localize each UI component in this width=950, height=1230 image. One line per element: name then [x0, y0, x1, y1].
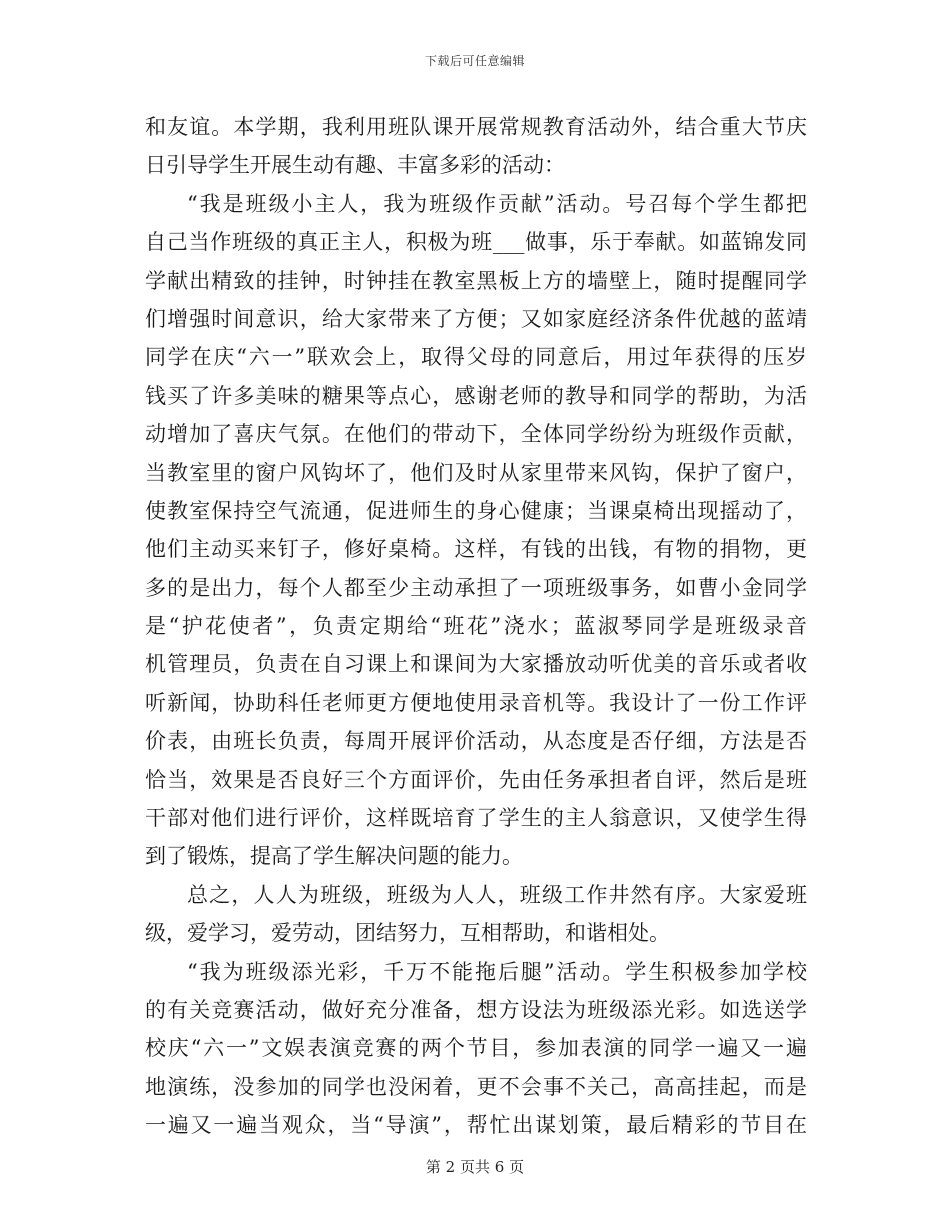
text-line: 和友谊。本学期，我利用班队课开展常规教育活动外，结合重大节庆 — [145, 115, 807, 139]
text-line: 总之，人人为班级，班级为人人，班级工作井然有序。大家爱班 — [187, 882, 807, 907]
text-line: 到了锻炼，提高了学生解决问题的能力。 — [145, 844, 523, 869]
text-line: 听新闻，协助科任老师更方便地使用录音机等。我设计了一份工作评 — [145, 690, 807, 715]
text-line: 级，爱学习，爱劳动，团结努力，互相帮助，和谐相处。 — [145, 921, 670, 946]
text-line: 价表，由班长负责，每周开展评价活动，从态度是否仔细，方法是否 — [145, 729, 807, 754]
text-line: 钱买了许多美味的糖果等点心，感谢老师的教导和同学的帮助，为活 — [145, 383, 807, 408]
text-line: 动增加了喜庆气氛。在他们的带动下，全体同学纷纷为班级作贡献， — [145, 422, 807, 447]
page-number: 第 2 页共 6 页 — [425, 1158, 525, 1176]
text-line: “我是班级小主人，我为班级作贡献”活动。号召每个学生都把 — [187, 191, 807, 216]
text-line: “我为班级添光彩，千万不能拖后腿”活动。学生积极参加学校 — [187, 959, 807, 984]
page-header: 下载后可任意编辑 — [424, 54, 525, 68]
text-line: 同学在庆“六一”联欢会上，取得父母的同意后，用过年获得的压岁 — [145, 345, 807, 370]
text-line: 一遍又一遍当观众，当“导演”，帮忙出谋划策，最后精彩的节目在 — [145, 1113, 807, 1138]
text-line: 校庆“六一”文娱表演竞赛的两个节目，参加表演的同学一遍又一遍 — [145, 1036, 807, 1061]
text-line: 恰当，效果是否良好三个方面评价，先由任务承担者自评，然后是班 — [145, 767, 807, 792]
text-line: 多的是出力，每个人都至少主动承担了一项班级事务，如曹小金同学 — [145, 575, 807, 600]
text-line: 地演练，没参加的同学也没闲着，更不会事不关己，高高挂起，而是 — [145, 1074, 807, 1099]
text-line: 他们主动买来钉子，修好桌椅。这样，有钱的出钱，有物的捐物，更 — [145, 537, 807, 562]
text-line: 的有关竞赛活动，做好充分准备，想方设法为班级添光彩。如选送学 — [145, 997, 807, 1022]
text-line: 当教室里的窗户风钩坏了，他们及时从家里带来风钩，保护了窗户， — [145, 460, 807, 485]
text-line: 自己当作班级的真正主人，积极为班___做事，乐于奉献。如蓝锦发同 — [145, 230, 807, 255]
text-line: 日引导学生开展生动有趣、丰富多彩的活动： — [145, 153, 565, 178]
text-line: 使教室保持空气流通，促进师生的身心健康；当课桌椅出现摇动了， — [145, 498, 807, 523]
text-line: 们增强时间意识，给大家带来了方便；又如家庭经济条件优越的蓝靖 — [145, 306, 807, 331]
text-line: 干部对他们进行评价，这样既培育了学生的主人翁意识，又使学生得 — [145, 806, 807, 831]
text-line: 机管理员，负责在自习课上和课间为大家播放动听优美的音乐或者收 — [145, 652, 807, 677]
text-line: 是“护花使者”，负责定期给“班花”浇水；蓝淑琴同学是班级录音 — [145, 614, 807, 639]
document-body — [145, 108, 807, 1145]
text-line: 学献出精致的挂钟，时钟挂在教室黑板上方的墙壁上，随时提醒同学 — [145, 268, 807, 293]
